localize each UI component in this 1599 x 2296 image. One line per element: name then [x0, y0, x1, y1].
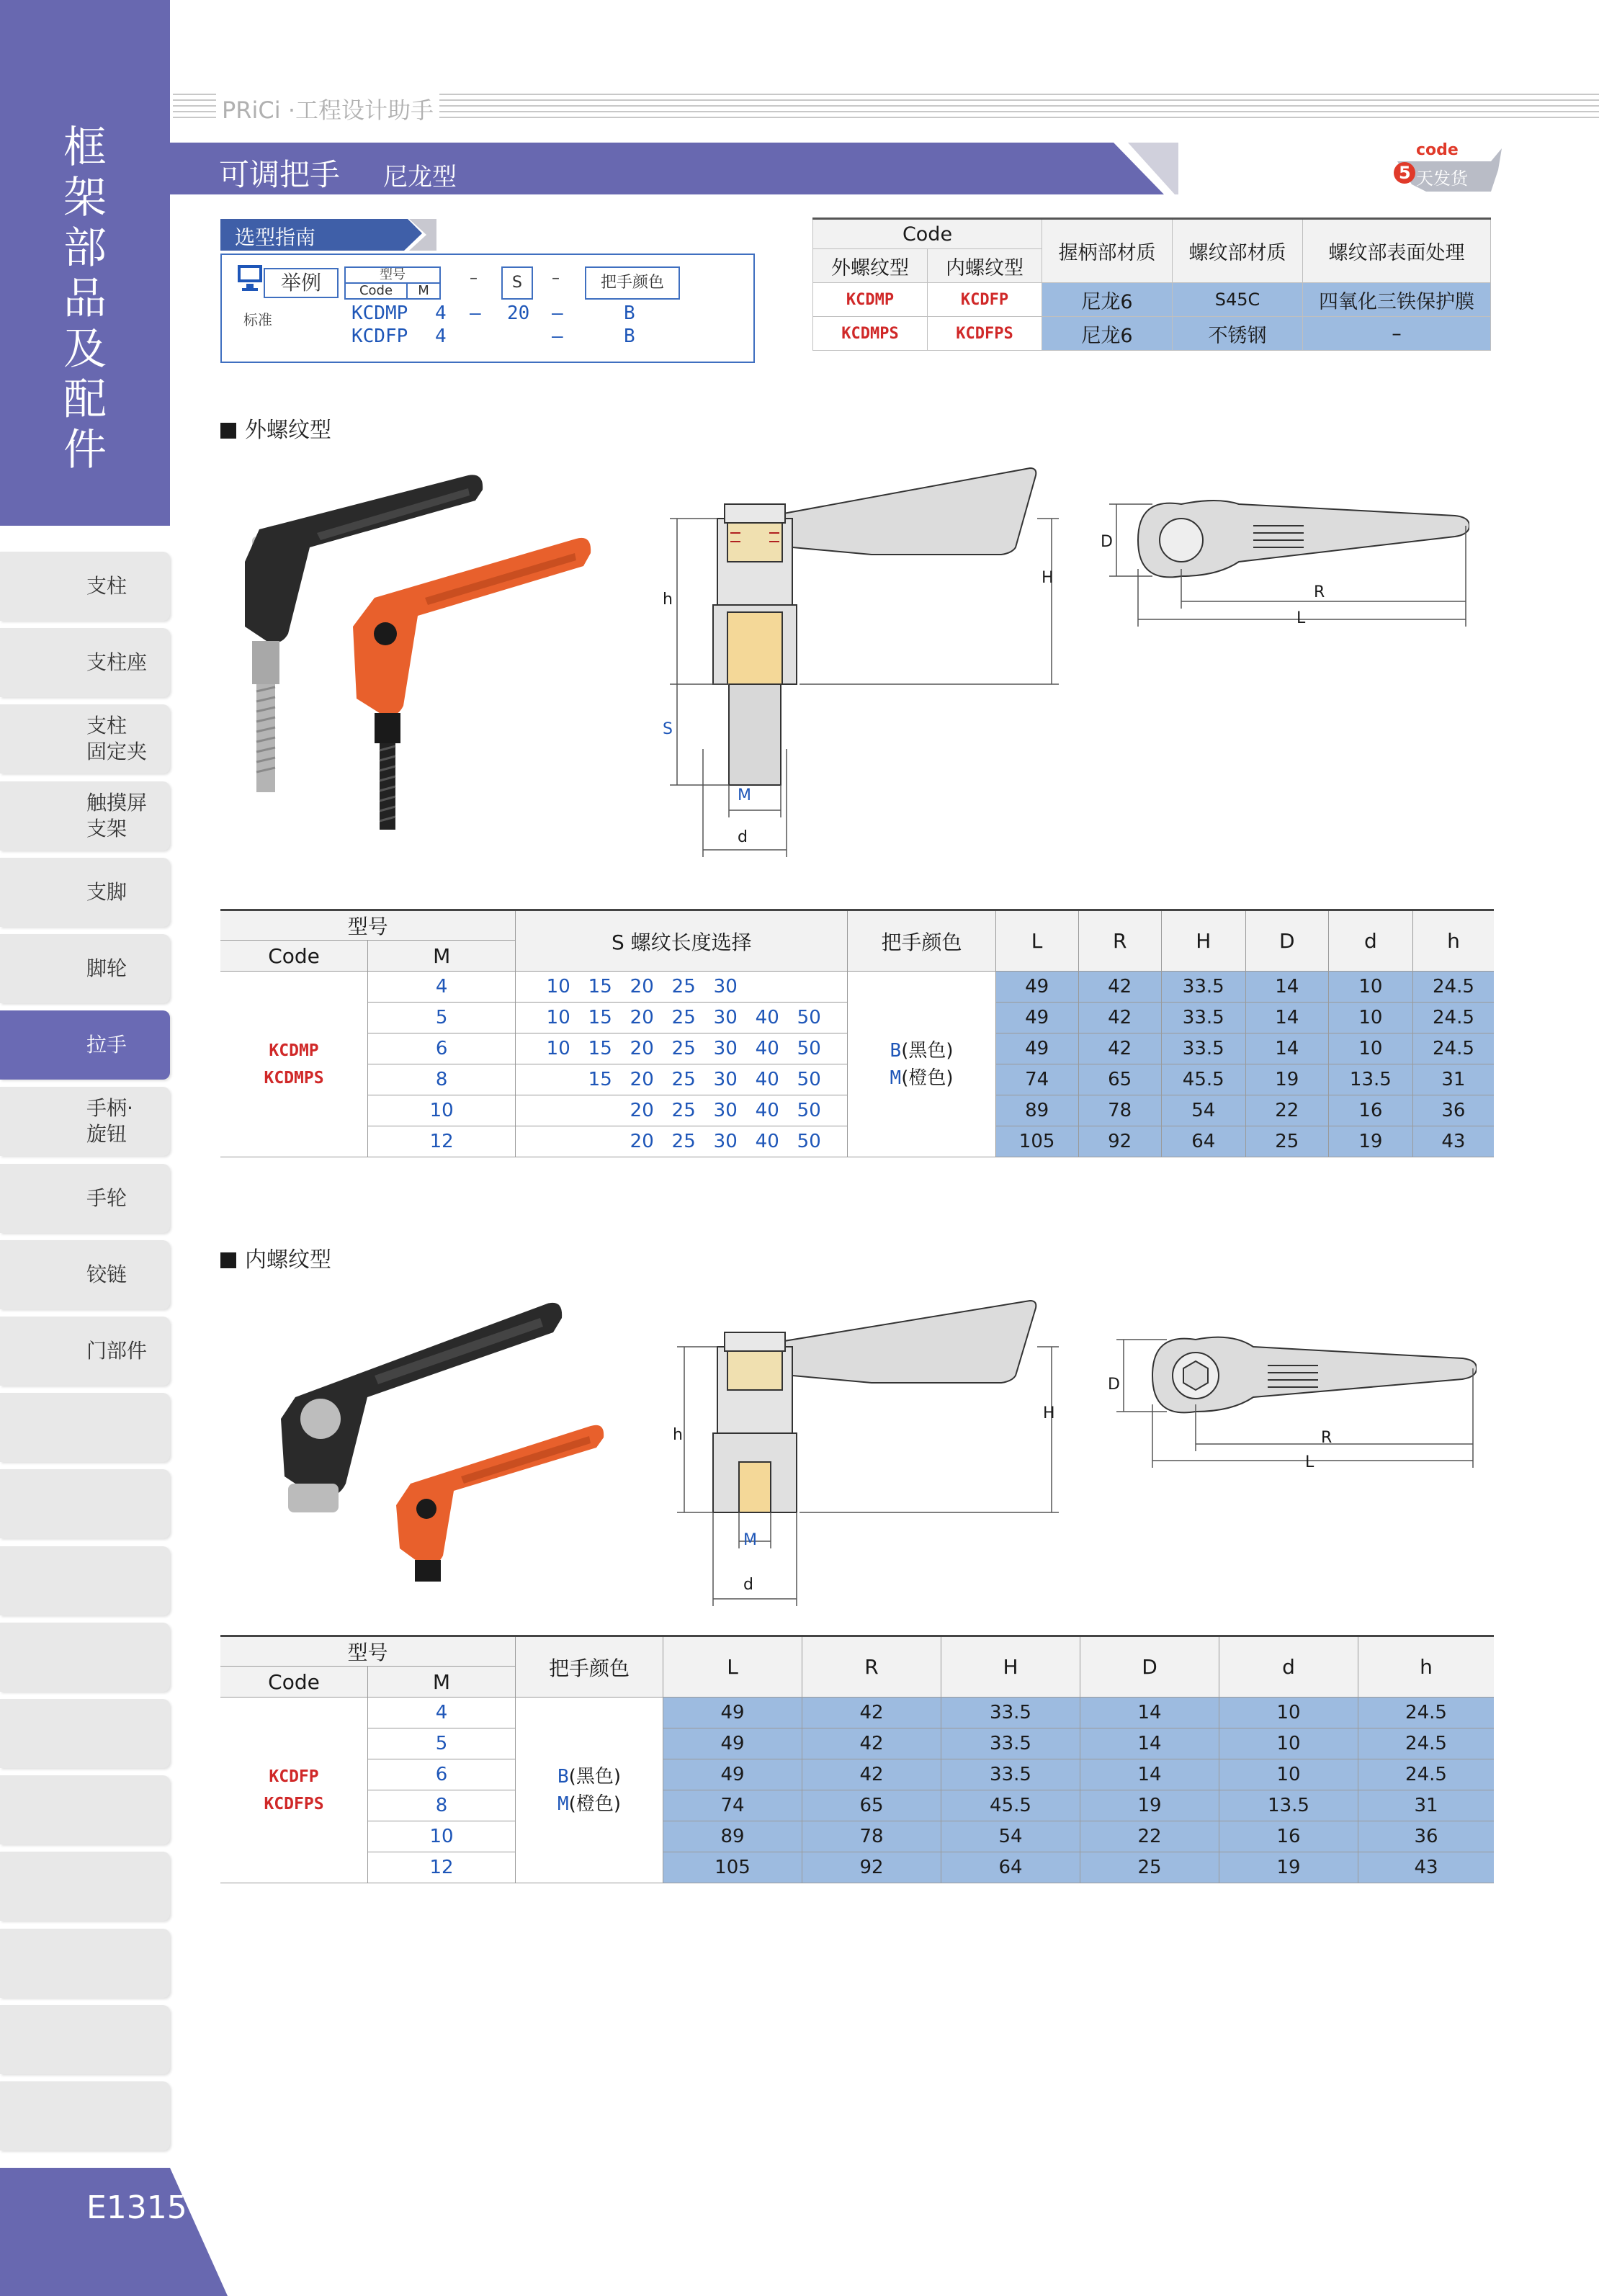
- th-D: D: [1080, 1636, 1219, 1698]
- dim-d-cell: 10: [1328, 972, 1412, 1003]
- guide-title: 选型指南: [235, 225, 316, 249]
- sidebar-item[interactable]: [0, 1623, 170, 1692]
- m-cell: 12: [368, 1126, 516, 1157]
- mat-row-grip: 尼龙6: [1042, 283, 1173, 317]
- dim-h-cell: 31: [1358, 1790, 1495, 1821]
- guide-row1-s: 20: [507, 302, 530, 324]
- s-length-option: 20: [630, 1069, 654, 1090]
- dim-L-cell: 49: [663, 1759, 802, 1790]
- dim-H-cell: 45.5: [941, 1790, 1080, 1821]
- th-H: H: [941, 1636, 1080, 1698]
- guide-example-label: 举例: [264, 268, 339, 298]
- dim-H-cell: 33.5: [941, 1728, 1080, 1759]
- th-code: Code: [220, 1667, 368, 1698]
- dim-L-cell: 74: [995, 1064, 1078, 1095]
- s-length-option: 20: [630, 976, 654, 997]
- th-model: 型号: [220, 910, 516, 941]
- s-cell: [516, 1095, 848, 1126]
- color-cell: [848, 972, 995, 1157]
- dim-h-cell: 24.5: [1358, 1698, 1495, 1728]
- s-length-option: 40: [755, 1038, 779, 1059]
- guide-row1-dash: –: [552, 302, 563, 324]
- s-length-option: 50: [797, 1007, 821, 1028]
- sidebar-item[interactable]: [0, 1317, 170, 1386]
- s-length-option: 30: [713, 976, 738, 997]
- page-number-panel: [0, 2168, 170, 2296]
- dim-d-cell: 10: [1328, 1003, 1412, 1033]
- guide-row2-m: 4: [435, 326, 447, 347]
- mat-row-surface: –: [1303, 317, 1491, 351]
- dim-H-cell: 33.5: [1161, 1003, 1245, 1033]
- th-m: M: [368, 1667, 516, 1698]
- color-name: (黑色): [568, 1765, 621, 1788]
- dim-D-label: D: [1108, 1376, 1120, 1394]
- dim-L-cell: 49: [995, 1003, 1078, 1033]
- guide-row2-code: KCDFP: [351, 326, 408, 347]
- guide-dash: –: [552, 269, 560, 287]
- outer-side-drawing: [655, 461, 1073, 864]
- th-model: 型号: [220, 1636, 516, 1667]
- s-length-option: 15: [588, 1007, 612, 1028]
- th-s-length: S 螺纹长度选择: [516, 910, 848, 972]
- dim-d-cell: 19: [1328, 1126, 1412, 1157]
- s-length-option: [579, 1100, 621, 1121]
- guide-model-box: [344, 266, 441, 300]
- dim-h-cell: 31: [1412, 1064, 1494, 1095]
- s-length-option: [537, 1069, 579, 1090]
- dim-D-cell: 14: [1080, 1728, 1219, 1759]
- s-length-option: [537, 1131, 579, 1152]
- s-length-option: 20: [630, 1100, 654, 1121]
- page-subtitle: 尼龙型: [383, 163, 457, 192]
- handle-color-option: [516, 1790, 663, 1818]
- s-length-option: 20: [630, 1007, 654, 1028]
- sidebar-item[interactable]: [0, 1546, 170, 1615]
- sidebar-item-label: 触摸屏 支架: [86, 790, 148, 840]
- m-cell: 10: [368, 1095, 516, 1126]
- inner-table-body: [220, 1698, 1494, 1883]
- guide-model-label: 型号: [346, 268, 439, 284]
- m-cell: 5: [368, 1728, 516, 1759]
- dim-R-label: R: [1321, 1429, 1332, 1447]
- dim-R-cell: 92: [1078, 1126, 1161, 1157]
- s-length-option: 50: [797, 1131, 821, 1152]
- s-length-option: 30: [713, 1069, 738, 1090]
- table-row: [220, 1852, 1494, 1883]
- dim-L-cell: 49: [663, 1698, 802, 1728]
- table-row: [220, 1728, 1494, 1759]
- s-length-option: 50: [797, 1038, 821, 1059]
- mat-header-grip: 握柄部材质: [1042, 219, 1173, 283]
- th-d: d: [1328, 910, 1412, 972]
- dim-h-cell: 43: [1412, 1126, 1494, 1157]
- mat-row-outer: KCDMP: [813, 283, 928, 317]
- dim-R-cell: 42: [802, 1698, 941, 1728]
- dim-R-cell: 42: [1078, 1003, 1161, 1033]
- dim-d-label: d: [738, 828, 748, 846]
- guide-row1-color: B: [624, 302, 635, 324]
- sidebar-item-label: 支柱 固定夹: [86, 714, 148, 764]
- code-cell: [220, 1698, 368, 1883]
- sidebar-item[interactable]: [0, 1164, 170, 1233]
- s-length-option: 30: [713, 1007, 738, 1028]
- model-code: KCDMPS: [264, 1068, 324, 1088]
- sidebar-item[interactable]: [0, 1010, 170, 1080]
- s-length-option: 30: [713, 1100, 738, 1121]
- th-L: L: [995, 910, 1078, 972]
- dim-D-cell: 25: [1080, 1852, 1219, 1883]
- outer-handle-photo: [230, 461, 605, 835]
- dim-D-cell: 22: [1080, 1821, 1219, 1852]
- dim-R-cell: 92: [802, 1852, 941, 1883]
- color-letter: B: [557, 1765, 569, 1788]
- sidebar-item[interactable]: [0, 1852, 170, 1921]
- s-length-option: 40: [755, 1100, 779, 1121]
- th-color: 把手颜色: [516, 1636, 663, 1698]
- sidebar-item-label: 拉手: [86, 1033, 127, 1057]
- mat-header-code: Code: [813, 219, 1042, 249]
- sidebar-item[interactable]: [0, 781, 170, 851]
- sidebar-item[interactable]: [0, 552, 170, 621]
- mat-header-inner: 内螺纹型: [928, 249, 1042, 283]
- s-length-option: 15: [588, 976, 612, 997]
- s-length-option: 25: [671, 1100, 696, 1121]
- sidebar-item-label: 手柄· 旋钮: [86, 1096, 133, 1147]
- dim-s-label: S: [663, 720, 673, 738]
- th-color: 把手颜色: [848, 910, 995, 972]
- dim-d-cell: 10: [1219, 1698, 1358, 1728]
- s-length-option: 40: [755, 1007, 779, 1028]
- dim-d-cell: 19: [1219, 1852, 1358, 1883]
- s-length-option: [788, 976, 830, 997]
- code-cell: [220, 972, 368, 1157]
- handle-color-option: [516, 1763, 663, 1790]
- s-length-option: 15: [588, 1038, 612, 1059]
- sidebar-category-title: 框 架 部 品 及 配 件: [63, 122, 107, 475]
- dim-h-cell: 24.5: [1412, 972, 1494, 1003]
- m-cell: 4: [368, 972, 516, 1003]
- th-D: D: [1245, 910, 1328, 972]
- s-cell: [516, 1126, 848, 1157]
- color-letter: M: [890, 1067, 902, 1089]
- dim-D-cell: 22: [1245, 1095, 1328, 1126]
- dim-R-cell: 42: [802, 1759, 941, 1790]
- dim-H-cell: 33.5: [941, 1759, 1080, 1790]
- s-cell: [516, 972, 848, 1003]
- dim-D-cell: 14: [1245, 1033, 1328, 1064]
- th-L: L: [663, 1636, 802, 1698]
- dim-d-cell: 16: [1219, 1821, 1358, 1852]
- color-name: (黑色): [901, 1039, 954, 1062]
- color-letter: M: [557, 1793, 569, 1815]
- mat-row-inner: KCDFPS: [928, 317, 1042, 351]
- guide-m-label: M: [418, 283, 429, 298]
- handle-color-option: [848, 1064, 995, 1092]
- dim-R-label: R: [1314, 583, 1325, 601]
- dim-H-cell: 54: [1161, 1095, 1245, 1126]
- color-name: (橙色): [901, 1067, 954, 1089]
- page-number-corner: [170, 2168, 228, 2296]
- mat-row-outer: KCDMPS: [813, 317, 928, 351]
- s-cell: [516, 1033, 848, 1064]
- s-length-option: 15: [588, 1069, 612, 1090]
- dim-R-cell: 42: [802, 1728, 941, 1759]
- dim-L-cell: 74: [663, 1790, 802, 1821]
- guide-s-label: S: [501, 266, 533, 300]
- guide-row1-code: KCDMP: [351, 302, 408, 324]
- s-length-option: [537, 1100, 579, 1121]
- mat-header-surface: 螺纹部表面处理: [1303, 219, 1491, 283]
- mat-row-inner: KCDFP: [928, 283, 1042, 317]
- dim-h-cell: 43: [1358, 1852, 1495, 1883]
- dim-L-label: L: [1305, 1453, 1314, 1471]
- dim-D-cell: 14: [1245, 1003, 1328, 1033]
- sidebar-item[interactable]: [0, 1393, 170, 1462]
- s-length-option: 50: [797, 1100, 821, 1121]
- badge-days: 5: [1399, 163, 1411, 183]
- m-cell: 5: [368, 1003, 516, 1033]
- dim-L-cell: 89: [995, 1095, 1078, 1126]
- sidebar-item[interactable]: [0, 1240, 170, 1309]
- sidebar-item[interactable]: [0, 1699, 170, 1768]
- guide-dash: –: [470, 269, 478, 287]
- s-length-option: [579, 1131, 621, 1152]
- th-R: R: [1078, 910, 1161, 972]
- sidebar-item[interactable]: [0, 934, 170, 1003]
- dim-D-cell: 25: [1245, 1126, 1328, 1157]
- dim-R-cell: 78: [802, 1821, 941, 1852]
- sidebar-item-label: 支柱座: [86, 650, 148, 675]
- dim-R-cell: 65: [1078, 1064, 1161, 1095]
- dim-h-cell: 24.5: [1358, 1728, 1495, 1759]
- dim-h-cell: 24.5: [1412, 1033, 1494, 1064]
- table-row: [220, 972, 1494, 1003]
- th-h: h: [1412, 910, 1494, 972]
- sidebar-item[interactable]: [0, 704, 170, 773]
- dim-H-label: H: [1043, 1404, 1055, 1422]
- s-length-option: 40: [755, 1069, 779, 1090]
- th-H: H: [1161, 910, 1245, 972]
- mat-row-surface: 四氧化三铁保护膜: [1303, 283, 1491, 317]
- inner-spec-table: [220, 1635, 1494, 1883]
- m-cell: 8: [368, 1790, 516, 1821]
- table-row: [220, 1821, 1494, 1852]
- dim-h-cell: 36: [1412, 1095, 1494, 1126]
- sidebar-item-label: 手轮: [86, 1185, 127, 1210]
- page-number: E1315: [86, 2189, 187, 2226]
- outer-table-body: [220, 972, 1494, 1157]
- sidebar-item[interactable]: [0, 1469, 170, 1538]
- mat-header-thread: 螺纹部材质: [1173, 219, 1303, 283]
- dim-h-label: h: [663, 591, 673, 609]
- s-cell: [516, 1003, 848, 1033]
- s-length-option: 30: [713, 1038, 738, 1059]
- dim-R-cell: 78: [1078, 1095, 1161, 1126]
- s-length-option: 40: [755, 1131, 779, 1152]
- sidebar-item-label: 门部件: [86, 1339, 148, 1363]
- table-row: [220, 1790, 1494, 1821]
- dim-L-cell: 105: [995, 1126, 1078, 1157]
- dim-h-cell: 24.5: [1358, 1759, 1495, 1790]
- dim-D-cell: 14: [1080, 1698, 1219, 1728]
- material-table: [812, 218, 1491, 351]
- mat-row-grip: 尼龙6: [1042, 317, 1173, 351]
- dim-H-cell: 33.5: [1161, 972, 1245, 1003]
- guide-color-label: 把手颜色: [585, 266, 680, 300]
- handle-color-option: [848, 1037, 995, 1064]
- s-length-option: 30: [713, 1131, 738, 1152]
- sidebar-item-label: 铰链: [86, 1262, 127, 1286]
- m-cell: 6: [368, 1759, 516, 1790]
- sidebar-item-label: 支柱: [86, 574, 127, 598]
- dim-d-cell: 13.5: [1328, 1064, 1412, 1095]
- dim-H-cell: 64: [1161, 1126, 1245, 1157]
- m-cell: 8: [368, 1064, 516, 1095]
- dim-D-label: D: [1101, 533, 1113, 551]
- th-m: M: [368, 941, 516, 972]
- dim-L-cell: 105: [663, 1852, 802, 1883]
- color-letter: B: [890, 1039, 902, 1062]
- dim-d-cell: 10: [1219, 1728, 1358, 1759]
- model-code: KCDFP: [269, 1767, 319, 1786]
- sidebar-item[interactable]: [0, 1775, 170, 1844]
- dim-D-cell: 19: [1245, 1064, 1328, 1095]
- guide-row2-dash: –: [552, 326, 563, 347]
- s-length-option: 10: [546, 976, 570, 997]
- inner-side-drawing: [670, 1296, 1073, 1613]
- section-inner-title: 内螺纹型: [220, 1242, 331, 1273]
- dim-H-label: H: [1042, 569, 1054, 587]
- s-length-option: 10: [546, 1038, 570, 1059]
- model-code: KCDMP: [269, 1041, 319, 1060]
- m-cell: 10: [368, 1821, 516, 1852]
- dim-h-cell: 36: [1358, 1821, 1495, 1852]
- sidebar-item[interactable]: [0, 2081, 170, 2151]
- dim-R-cell: 42: [1078, 1033, 1161, 1064]
- color-name: (橙色): [568, 1793, 621, 1815]
- m-cell: 4: [368, 1698, 516, 1728]
- dim-L-cell: 89: [663, 1821, 802, 1852]
- dim-d-label: d: [743, 1576, 753, 1594]
- s-cell: [516, 1064, 848, 1095]
- inner-top-drawing: [1102, 1311, 1477, 1484]
- dim-d-cell: 10: [1328, 1033, 1412, 1064]
- s-length-option: 50: [797, 1069, 821, 1090]
- badge-days-label: 天发货: [1416, 169, 1468, 189]
- table-row: [220, 1759, 1494, 1790]
- s-length-option: 25: [671, 976, 696, 997]
- dim-R-cell: 42: [1078, 972, 1161, 1003]
- mat-header-outer: 外螺纹型: [813, 249, 928, 283]
- badge-code-label: code: [1416, 141, 1459, 159]
- s-length-option: 25: [671, 1131, 696, 1152]
- sidebar-item[interactable]: [0, 2005, 170, 2074]
- s-length-option: 25: [671, 1007, 696, 1028]
- dim-L-label: L: [1296, 609, 1306, 627]
- dim-H-cell: 33.5: [941, 1698, 1080, 1728]
- sidebar-item-label: 脚轮: [86, 956, 127, 980]
- dim-H-cell: 33.5: [1161, 1033, 1245, 1064]
- page-title: 可调把手: [219, 157, 341, 192]
- th-h: h: [1358, 1636, 1495, 1698]
- s-length-option: 20: [630, 1131, 654, 1152]
- guide-row2-color: B: [624, 326, 635, 347]
- sidebar-item[interactable]: [0, 1929, 170, 1998]
- guide-standard-label: 标准: [243, 311, 272, 328]
- dim-d-cell: 10: [1219, 1759, 1358, 1790]
- dim-m-label: M: [743, 1531, 757, 1549]
- inner-handle-photo: [266, 1289, 627, 1599]
- dim-h-cell: 24.5: [1412, 1003, 1494, 1033]
- color-cell: [516, 1698, 663, 1883]
- guide-row1-dash: –: [470, 302, 481, 324]
- dim-H-cell: 54: [941, 1821, 1080, 1852]
- section-outer-title: 外螺纹型: [220, 412, 331, 444]
- th-code: Code: [220, 941, 368, 972]
- guide-code-label: Code: [346, 284, 408, 298]
- dim-H-cell: 45.5: [1161, 1064, 1245, 1095]
- dim-L-cell: 49: [995, 972, 1078, 1003]
- dim-h-label: h: [673, 1426, 683, 1444]
- th-d: d: [1219, 1636, 1358, 1698]
- brand-label: PRiCi ·工程设计助手: [216, 92, 439, 125]
- dim-d-cell: 13.5: [1219, 1790, 1358, 1821]
- sidebar-item[interactable]: [0, 628, 170, 697]
- mat-row-thread: 不锈钢: [1173, 317, 1303, 351]
- dim-R-cell: 65: [802, 1790, 941, 1821]
- dim-D-cell: 14: [1080, 1759, 1219, 1790]
- sidebar-item-label: 支脚: [86, 879, 127, 904]
- s-length-option: 25: [671, 1069, 696, 1090]
- s-length-option: 20: [630, 1038, 654, 1059]
- sidebar-item[interactable]: [0, 858, 170, 927]
- guide-row1-m: 4: [435, 302, 447, 324]
- dim-D-cell: 19: [1080, 1790, 1219, 1821]
- model-code: KCDFPS: [264, 1794, 324, 1813]
- th-R: R: [802, 1636, 941, 1698]
- monitor-icon: [236, 264, 264, 292]
- sidebar-item[interactable]: [0, 1087, 170, 1156]
- dim-L-cell: 49: [663, 1728, 802, 1759]
- s-length-option: 25: [671, 1038, 696, 1059]
- outer-top-drawing: [1095, 468, 1469, 641]
- outer-spec-table: [220, 909, 1494, 1157]
- mat-row-thread: S45C: [1173, 283, 1303, 317]
- dim-D-cell: 14: [1245, 972, 1328, 1003]
- dim-m-label: M: [738, 786, 751, 804]
- s-length-option: 10: [546, 1007, 570, 1028]
- dim-H-cell: 64: [941, 1852, 1080, 1883]
- s-length-option: [746, 976, 788, 997]
- m-cell: 6: [368, 1033, 516, 1064]
- table-row: [220, 1698, 1494, 1728]
- dim-d-cell: 16: [1328, 1095, 1412, 1126]
- dim-L-cell: 49: [995, 1033, 1078, 1064]
- m-cell: 12: [368, 1852, 516, 1883]
